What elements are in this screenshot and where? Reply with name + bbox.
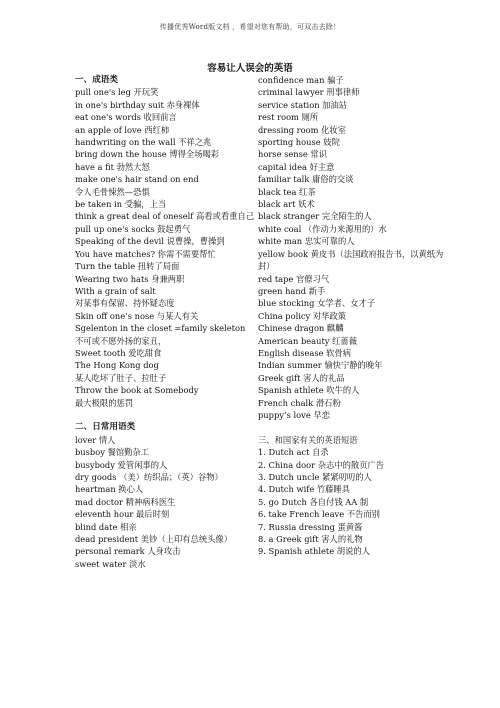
vocab-entry: criminal lawyer 刑事律师 — [258, 87, 360, 98]
vocab-entry: personal remark 人身攻击 — [75, 546, 181, 557]
vocab-entry: capital idea 好主意 — [258, 161, 335, 172]
vocab-entry: French chalk 滑石粉 — [258, 397, 341, 408]
vocab-entry: black tea 红茶 — [258, 186, 316, 197]
left-column — [75, 74, 255, 570]
vocab-entry: Spanish athlete 吹牛的人 — [258, 385, 360, 396]
vocab-entry: Sweet tooth 爱吃甜食 — [75, 347, 162, 358]
vocab-entry: rest room 厕所 — [258, 112, 319, 123]
vocab-entry: lover 情人 — [75, 434, 116, 445]
vocab-entry: 对某事有保留、持怀疑态度 — [75, 298, 175, 309]
vocab-entry: eat one's words 收回前言 — [75, 112, 177, 123]
spacer — [258, 421, 448, 433]
vocab-entry: black stranger 完全陌生的人 — [258, 211, 372, 222]
vocab-entry: sporting house 妓院 — [258, 137, 340, 148]
vocab-entry: Turn the table 扭转了局面 — [75, 261, 180, 272]
vocab-entry: dead president 美钞（上印有总统头像） — [75, 534, 233, 545]
right-column — [258, 74, 448, 558]
vocab-entry: English disease 软骨病 — [258, 347, 352, 358]
vocab-entry: 1. Dutch act 自杀 — [258, 447, 329, 458]
vocab-entry: You have matches? 你需不需要帮忙 — [75, 248, 216, 259]
vocab-entry: American beauty 红蔷薇 — [258, 335, 358, 346]
vocab-entry: eleventh hour 最后时刻 — [75, 509, 170, 520]
vocab-entry: 3. Dutch uncle 紧紧叨叨的人 — [258, 471, 372, 482]
vocab-entry: 6. take French leave 不告而别 — [258, 509, 380, 520]
vocab-entry: Speaking of the devil 说曹操，曹操到 — [75, 236, 225, 247]
vocab-entry: service station 加油站 — [258, 99, 348, 110]
vocab-entry: think a great deal of oneself 高看或看重自己 — [75, 211, 255, 222]
vocab-entry: busboy 餐馆勤杂工 — [75, 447, 150, 458]
vocab-entry: 最大极限的惩罚 — [75, 397, 134, 408]
vocab-entry: red tape 官僚习气 — [258, 273, 330, 284]
vocab-entry: 8. a Greek gift 害人的礼物 — [258, 534, 363, 545]
vocab-entry: yellow book 黄皮书（法国政府报告书，以黄纸为封） — [258, 248, 444, 272]
vocab-entry: 2. China door 杂志中的散页广告 — [258, 459, 385, 470]
vocab-entry: 某人吃坏了肚子、拉肚子 — [75, 372, 167, 383]
vocab-entry: mad doctor 精神病科医生 — [75, 496, 176, 507]
vocab-entry: sweet water 淡水 — [75, 558, 146, 569]
vocab-entry: Indian summer 愉快宁静的晚年 — [258, 360, 383, 371]
vocab-entry: China policy 对华政策 — [258, 310, 347, 321]
vocab-entry: an apple of love 西红柿 — [75, 124, 170, 135]
vocab-entry: The Hong Kong dog — [75, 360, 159, 371]
section-heading: 二、日常用语类 — [75, 422, 136, 433]
vocab-entry: green hand 新手 — [258, 285, 326, 296]
vocab-entry: 7. Russia dressing 蛋黄酱 — [258, 521, 363, 532]
vocab-entry: in one's birthday suit 赤身裸体 — [75, 99, 200, 110]
vocab-entry: Throw the book at Somebody — [75, 385, 199, 396]
vocab-entry: 令人毛骨悚然—恐惧 — [75, 186, 150, 197]
vocab-entry: white man 忠实可靠的人 — [258, 236, 355, 247]
page-header-note: 传播优秀Word版文档 ，希望对您有帮助，可双击去除！ — [159, 23, 341, 31]
vocab-entry: 不可或不愿外扬的家丑， — [75, 335, 167, 346]
vocab-entry: Chinese dragon 麒麟 — [258, 323, 344, 334]
vocab-entry: 4. Dutch wife 竹藤睡具 — [258, 484, 351, 495]
vocab-entry: dressing room 化妆室 — [258, 124, 347, 135]
vocab-entry: familiar talk 庸俗的交谈 — [258, 174, 354, 185]
vocab-entry: busybody 爱管闲事的人 — [75, 459, 168, 470]
vocab-entry: Sgelenton in the closet =family skeleton — [75, 323, 246, 334]
vocab-entry: have a fit 勃然大怒 — [75, 161, 150, 172]
vocab-entry: 9. Spanish athlete 胡说的人 — [258, 546, 370, 557]
vocab-entry: puppy’s love 早恋 — [258, 409, 330, 420]
page-title: 容易让人误会的英语 — [207, 63, 293, 74]
vocab-entry: With a grain of salt — [75, 285, 156, 296]
vocab-entry: horse sense 常识 — [258, 149, 328, 160]
vocab-entry: Greek gift 害人的礼品 — [258, 372, 345, 383]
vocab-entry: confidence man 骗子 — [258, 75, 344, 85]
vocab-entry: 5. go Dutch 各自付钱 AA 制 — [258, 496, 369, 507]
vocab-entry: Wearing two hats 身兼两职 — [75, 273, 185, 284]
vocab-entry: heartman 换心人 — [75, 484, 144, 495]
vocab-entry: black art 妖术 — [258, 199, 315, 210]
vocab-entry: handwriting on the wall 不祥之兆 — [75, 137, 212, 148]
vocab-entry: blue stocking 女学者、女才子 — [258, 298, 376, 309]
vocab-entry: make one's hair stand on end — [75, 174, 199, 185]
vocab-entry: pull one's leg 开玩笑 — [75, 87, 159, 98]
spacer — [75, 409, 255, 421]
vocab-entry: Skin off one’s nose 与某人有关 — [75, 310, 199, 321]
vocab-entry: bring down the house 博得全场喝彩 — [75, 149, 220, 160]
vocab-entry: be taken in 受骗，上当 — [75, 199, 167, 210]
vocab-entry: pull up one's socks 鼓起勇气 — [75, 223, 191, 234]
vocab-entry: white coal （作动力来源用的）水 — [258, 223, 387, 234]
section-heading: 一、成语类 — [75, 75, 118, 85]
vocab-entry: dry goods （美）纺织品；（英）谷物） — [75, 471, 223, 482]
vocab-entry: 三、和国家有关的英语短语 — [258, 434, 358, 445]
vocab-entry: blind date 相亲 — [75, 521, 137, 532]
